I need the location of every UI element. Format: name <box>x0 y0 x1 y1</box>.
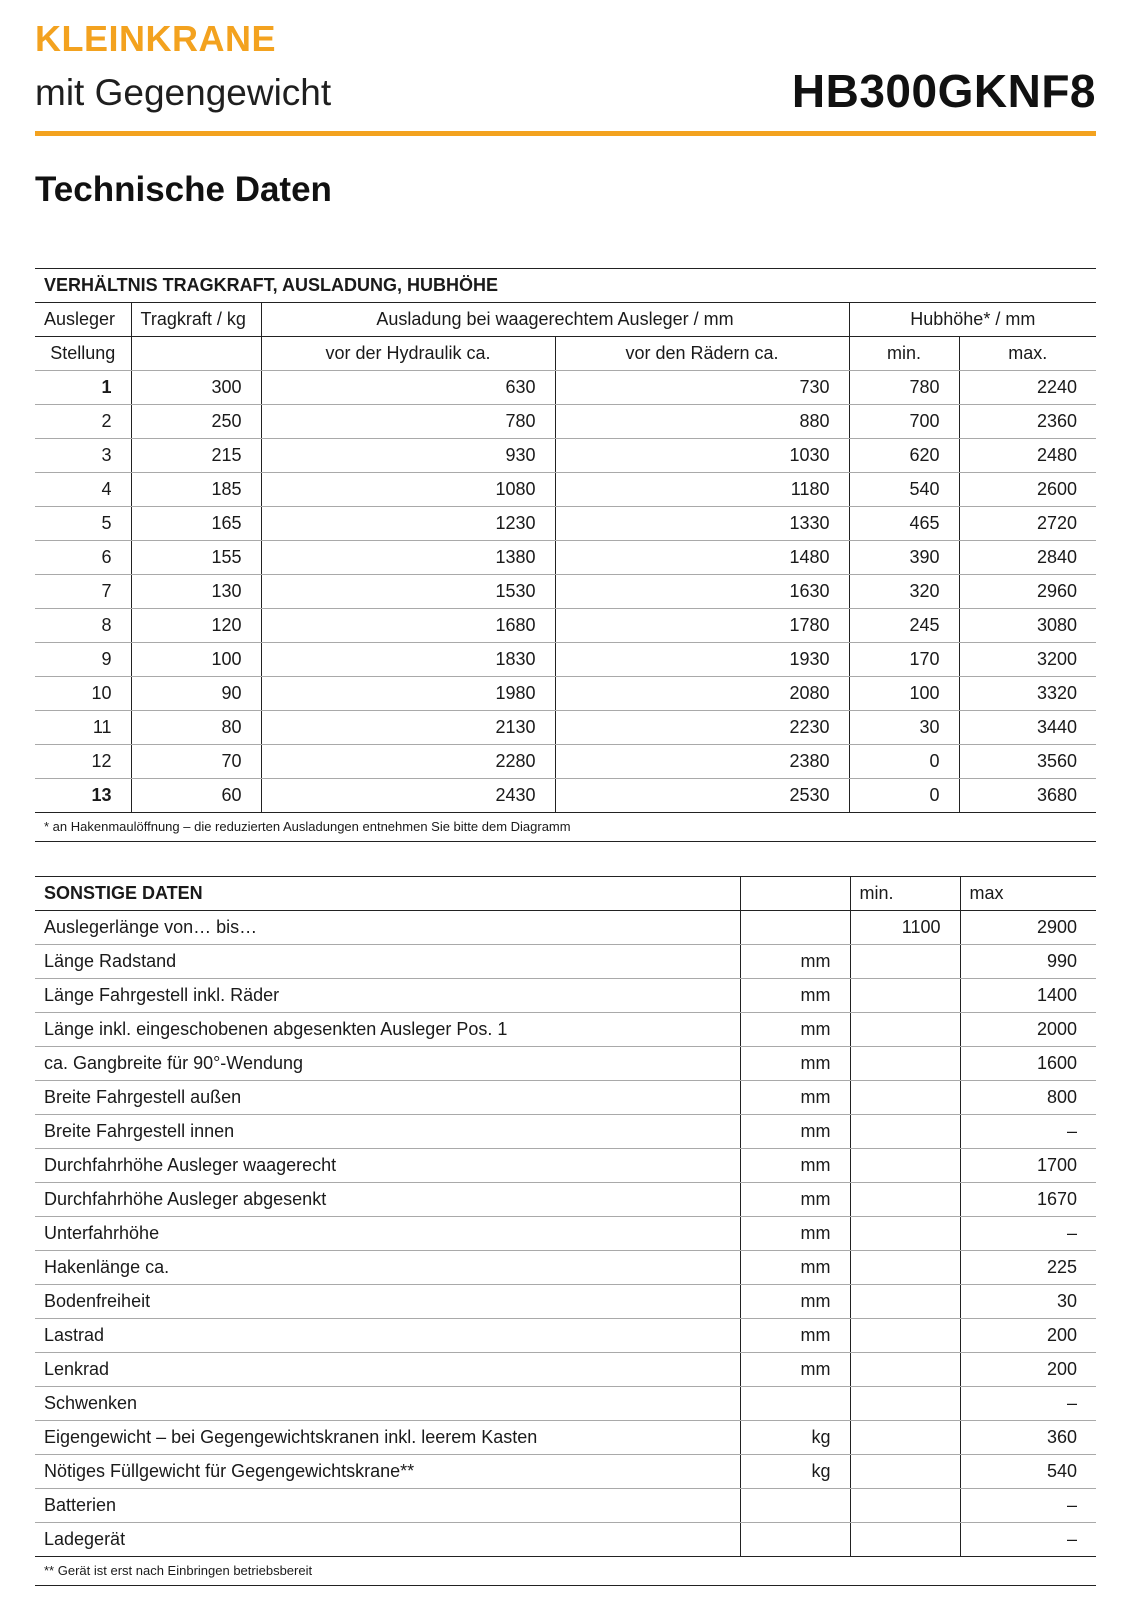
table-row <box>35 1319 1096 1353</box>
cell-min <box>850 1217 960 1251</box>
cell-label: Länge Radstand <box>35 945 740 979</box>
cell-label: Bodenfreiheit <box>35 1285 740 1319</box>
cell-lift-max: 2720 <box>959 507 1096 541</box>
table-row <box>35 677 1096 711</box>
cell-reach-wheels: 1780 <box>555 609 849 643</box>
table-row <box>35 405 1096 439</box>
table-row <box>35 1149 1096 1183</box>
cell-max: 1700 <box>960 1149 1096 1183</box>
cell-lift-min: 700 <box>849 405 959 439</box>
cell-lift-min: 100 <box>849 677 959 711</box>
cell-lift-max: 3680 <box>959 779 1096 813</box>
cell-max: – <box>960 1115 1096 1149</box>
cell-max: 800 <box>960 1081 1096 1115</box>
cell-reach-hydraulic: 630 <box>261 371 555 405</box>
cell-capacity: 60 <box>131 779 261 813</box>
cell-capacity: 300 <box>131 371 261 405</box>
cell-capacity: 165 <box>131 507 261 541</box>
cell-reach-hydraulic: 1830 <box>261 643 555 677</box>
cell-max: 360 <box>960 1421 1096 1455</box>
cell-reach-wheels: 2080 <box>555 677 849 711</box>
cell-lift-min: 0 <box>849 779 959 813</box>
cell-label: Eigengewicht – bei Gegengewichtskranen inkl. leerem Kasten <box>35 1421 740 1455</box>
cell-unit: mm <box>740 979 850 1013</box>
table-row <box>35 711 1096 745</box>
cell-lift-min: 0 <box>849 745 959 779</box>
table2-max-header: max <box>960 877 1096 911</box>
cell-label: ca. Gangbreite für 90°-Wendung <box>35 1047 740 1081</box>
cell-reach-hydraulic: 2280 <box>261 745 555 779</box>
cell-position: 1 <box>35 371 131 405</box>
cell-min <box>850 1353 960 1387</box>
cell-reach-wheels: 1630 <box>555 575 849 609</box>
cell-label: Schwenken <box>35 1387 740 1421</box>
table-row <box>35 1455 1096 1489</box>
cell-max: 1400 <box>960 979 1096 1013</box>
model-number: HB300GKNF8 <box>791 65 1096 117</box>
cell-label: Auslegerlänge von… bis… <box>35 911 740 945</box>
table-row <box>35 575 1096 609</box>
cell-max: 2000 <box>960 1013 1096 1047</box>
cell-capacity: 70 <box>131 745 261 779</box>
cell-reach-wheels: 1480 <box>555 541 849 575</box>
cell-unit: mm <box>740 1047 850 1081</box>
cell-unit <box>740 1489 850 1523</box>
cell-min <box>850 1251 960 1285</box>
cell-min <box>850 1285 960 1319</box>
table2-footnote: ** Gerät ist erst nach Einbringen betriebsbereit <box>35 1557 1096 1586</box>
cell-unit: mm <box>740 1013 850 1047</box>
cell-max: – <box>960 1217 1096 1251</box>
cell-label: Unterfahrhöhe <box>35 1217 740 1251</box>
cell-reach-wheels: 2530 <box>555 779 849 813</box>
cell-lift-max: 2960 <box>959 575 1096 609</box>
table-row <box>35 1183 1096 1217</box>
cell-min <box>850 1149 960 1183</box>
cell-lift-max: 2840 <box>959 541 1096 575</box>
cell-min <box>850 979 960 1013</box>
table-row <box>35 643 1096 677</box>
table-row <box>35 1421 1096 1455</box>
cell-position: 6 <box>35 541 131 575</box>
cell-reach-hydraulic: 1230 <box>261 507 555 541</box>
cell-label: Hakenlänge ca. <box>35 1251 740 1285</box>
cell-lift-min: 465 <box>849 507 959 541</box>
cell-unit: kg <box>740 1421 850 1455</box>
cell-lift-max: 3440 <box>959 711 1096 745</box>
cell-capacity: 250 <box>131 405 261 439</box>
cell-unit: mm <box>740 945 850 979</box>
table-row <box>35 439 1096 473</box>
table-row <box>35 1387 1096 1421</box>
accent-divider <box>35 131 1096 136</box>
cell-position: 9 <box>35 643 131 677</box>
table1-title: VERHÄLTNIS TRAGKRAFT, AUSLADUNG, HUBHÖHE <box>35 269 1096 303</box>
cell-min <box>850 1489 960 1523</box>
table-row <box>35 1489 1096 1523</box>
cell-reach-wheels: 1030 <box>555 439 849 473</box>
table2-min-header: min. <box>850 877 960 911</box>
table-row <box>35 473 1096 507</box>
cell-min <box>850 1115 960 1149</box>
cell-reach-wheels: 730 <box>555 371 849 405</box>
cell-reach-hydraulic: 1530 <box>261 575 555 609</box>
brand-title: KLEINKRANE <box>35 18 277 59</box>
cell-reach-hydraulic: 1680 <box>261 609 555 643</box>
cell-min <box>850 1081 960 1115</box>
cell-label: Ladegerät <box>35 1523 740 1557</box>
cell-max: – <box>960 1387 1096 1421</box>
cell-reach-wheels: 1180 <box>555 473 849 507</box>
cell-unit: mm <box>740 1319 850 1353</box>
cell-label: Durchfahrhöhe Ausleger waagerecht <box>35 1149 740 1183</box>
col-hubhoehe: Hubhöhe* / mm <box>849 303 1096 337</box>
col-stellung: Stellung <box>35 337 131 371</box>
cell-min <box>850 1013 960 1047</box>
cell-min <box>850 1523 960 1557</box>
cell-lift-max: 2240 <box>959 371 1096 405</box>
cell-label: Länge inkl. eingeschobenen abgesenkten Ausleger Pos. 1 <box>35 1013 740 1047</box>
cell-max: – <box>960 1523 1096 1557</box>
cell-min <box>850 1047 960 1081</box>
cell-position: 11 <box>35 711 131 745</box>
cell-max: 200 <box>960 1353 1096 1387</box>
cell-unit: mm <box>740 1115 850 1149</box>
col-ausleger: Ausleger <box>35 303 131 337</box>
col-tragkraft: Tragkraft / kg <box>131 303 261 337</box>
table-row <box>35 1285 1096 1319</box>
cell-lift-min: 620 <box>849 439 959 473</box>
cell-lift-max: 3320 <box>959 677 1096 711</box>
cell-position: 12 <box>35 745 131 779</box>
col-hydraulik: vor der Hydraulik ca. <box>261 337 555 371</box>
cell-reach-wheels: 1330 <box>555 507 849 541</box>
cell-position: 7 <box>35 575 131 609</box>
cell-max: – <box>960 1489 1096 1523</box>
table-row <box>35 779 1096 813</box>
cell-lift-min: 320 <box>849 575 959 609</box>
table-row <box>35 541 1096 575</box>
table-row <box>35 1251 1096 1285</box>
cell-unit: mm <box>740 1217 850 1251</box>
table-row <box>35 911 1096 945</box>
cell-lift-max: 3080 <box>959 609 1096 643</box>
cell-capacity: 100 <box>131 643 261 677</box>
col-hub-max: max. <box>959 337 1096 371</box>
cell-lift-max: 2360 <box>959 405 1096 439</box>
cell-reach-wheels: 2380 <box>555 745 849 779</box>
cell-position: 4 <box>35 473 131 507</box>
cell-capacity: 120 <box>131 609 261 643</box>
cell-reach-wheels: 1930 <box>555 643 849 677</box>
cell-capacity: 155 <box>131 541 261 575</box>
cell-lift-max: 3200 <box>959 643 1096 677</box>
cell-unit <box>740 1387 850 1421</box>
table-row <box>35 745 1096 779</box>
col-raedern: vor den Rädern ca. <box>555 337 849 371</box>
cell-lift-min: 540 <box>849 473 959 507</box>
cell-max: 2900 <box>960 911 1096 945</box>
table-row <box>35 1353 1096 1387</box>
cell-max: 30 <box>960 1285 1096 1319</box>
col-ausladung: Ausladung bei waagerechtem Ausleger / mm <box>261 303 849 337</box>
cell-reach-hydraulic: 2430 <box>261 779 555 813</box>
cell-label: Durchfahrhöhe Ausleger abgesenkt <box>35 1183 740 1217</box>
table-row <box>35 507 1096 541</box>
cell-min: 1100 <box>850 911 960 945</box>
cell-unit: kg <box>740 1455 850 1489</box>
cell-label: Breite Fahrgestell innen <box>35 1115 740 1149</box>
cell-reach-hydraulic: 1380 <box>261 541 555 575</box>
cell-max: 540 <box>960 1455 1096 1489</box>
cell-unit: mm <box>740 1353 850 1387</box>
cell-lift-min: 245 <box>849 609 959 643</box>
table-row <box>35 945 1096 979</box>
cell-min <box>850 1319 960 1353</box>
cell-max: 1670 <box>960 1183 1096 1217</box>
cell-position: 13 <box>35 779 131 813</box>
cell-unit <box>740 911 850 945</box>
cell-lift-max: 3560 <box>959 745 1096 779</box>
cell-lift-max: 2480 <box>959 439 1096 473</box>
cell-position: 8 <box>35 609 131 643</box>
cell-min <box>850 1421 960 1455</box>
cell-position: 3 <box>35 439 131 473</box>
cell-min <box>850 1387 960 1421</box>
cell-unit: mm <box>740 1081 850 1115</box>
cell-max: 990 <box>960 945 1096 979</box>
cell-reach-hydraulic: 780 <box>261 405 555 439</box>
cell-label: Länge Fahrgestell inkl. Räder <box>35 979 740 1013</box>
cell-unit: mm <box>740 1183 850 1217</box>
cell-capacity: 90 <box>131 677 261 711</box>
cell-position: 2 <box>35 405 131 439</box>
cell-lift-min: 390 <box>849 541 959 575</box>
cell-max: 200 <box>960 1319 1096 1353</box>
load-capacity-table <box>35 268 1096 842</box>
cell-reach-wheels: 880 <box>555 405 849 439</box>
cell-min <box>850 1455 960 1489</box>
cell-reach-hydraulic: 930 <box>261 439 555 473</box>
cell-unit <box>740 1523 850 1557</box>
cell-min <box>850 945 960 979</box>
cell-position: 10 <box>35 677 131 711</box>
table-row <box>35 1523 1096 1557</box>
other-data-table <box>35 876 1096 1586</box>
table1-footnote: * an Hakenmaulöffnung – die reduzierten Ausladungen entnehmen Sie bitte dem Diagramm <box>35 813 1096 842</box>
table-row <box>35 1013 1096 1047</box>
cell-capacity: 185 <box>131 473 261 507</box>
cell-capacity: 130 <box>131 575 261 609</box>
cell-reach-hydraulic: 2130 <box>261 711 555 745</box>
cell-capacity: 80 <box>131 711 261 745</box>
cell-lift-min: 170 <box>849 643 959 677</box>
table-row <box>35 1047 1096 1081</box>
cell-label: Lenkrad <box>35 1353 740 1387</box>
table2-title: SONSTIGE DATEN <box>35 877 740 911</box>
cell-position: 5 <box>35 507 131 541</box>
cell-lift-min: 30 <box>849 711 959 745</box>
col-tragkraft-sub <box>131 337 261 371</box>
table-row <box>35 1081 1096 1115</box>
table2-unit-header <box>740 877 850 911</box>
cell-max: 225 <box>960 1251 1096 1285</box>
cell-min <box>850 1183 960 1217</box>
cell-label: Lastrad <box>35 1319 740 1353</box>
cell-unit: mm <box>740 1149 850 1183</box>
cell-unit: mm <box>740 1285 850 1319</box>
cell-reach-hydraulic: 1980 <box>261 677 555 711</box>
brand-subtitle: mit Gegengewicht <box>35 72 332 113</box>
cell-max: 1600 <box>960 1047 1096 1081</box>
table-row <box>35 1115 1096 1149</box>
section-title: Technische Daten <box>35 170 332 209</box>
cell-unit: mm <box>740 1251 850 1285</box>
cell-label: Batterien <box>35 1489 740 1523</box>
table-row <box>35 1217 1096 1251</box>
table-row <box>35 371 1096 405</box>
cell-reach-wheels: 2230 <box>555 711 849 745</box>
table-row <box>35 609 1096 643</box>
col-hub-min: min. <box>849 337 959 371</box>
cell-label: Nötiges Füllgewicht für Gegengewichtskrane** <box>35 1455 740 1489</box>
cell-lift-max: 2600 <box>959 473 1096 507</box>
cell-label: Breite Fahrgestell außen <box>35 1081 740 1115</box>
cell-capacity: 215 <box>131 439 261 473</box>
cell-lift-min: 780 <box>849 371 959 405</box>
cell-reach-hydraulic: 1080 <box>261 473 555 507</box>
table-row <box>35 979 1096 1013</box>
